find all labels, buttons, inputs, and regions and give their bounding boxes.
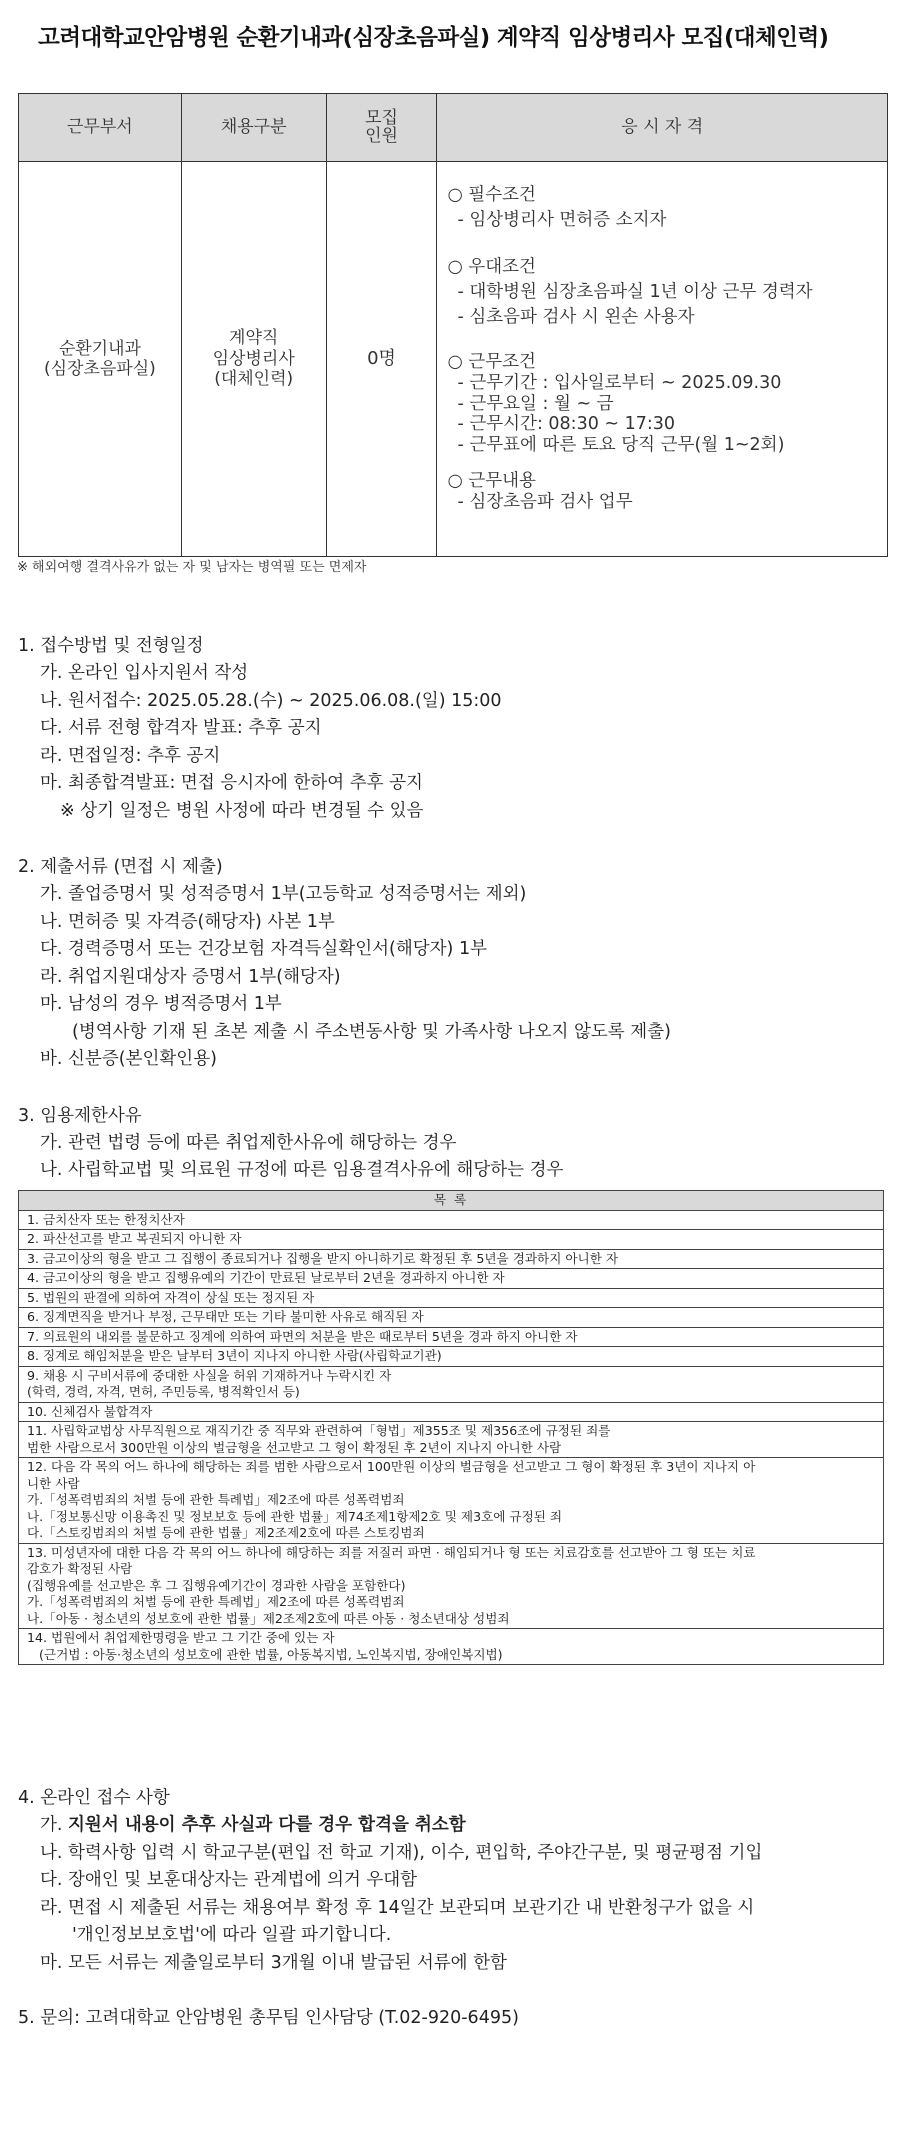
list-item: 가. 온라인 입사지원서 작성 (40, 663, 249, 683)
warning-text: 지원서 내용이 추후 사실과 다를 경우 합격을 취소함 (68, 1815, 466, 1835)
section-online (18, 1784, 888, 1977)
list-cell-line: 5. 법원의 판결에 의하여 자격이 상실 또는 정지된 자 (27, 1289, 315, 1305)
table-row (19, 1366, 884, 1402)
section-contact (18, 2004, 888, 2032)
list-item: 마. 모든 서류는 제출일로부터 3개월 이내 발급된 서류에 한함 (40, 1952, 507, 1973)
section-apply (18, 632, 888, 825)
list-item: 마. 최종합격발표: 면접 응시자에 한하여 추후 공지 (40, 773, 423, 793)
table-row (19, 1288, 884, 1308)
list-cell (19, 1629, 884, 1665)
list-cell-line: 나.「정보통신망 이용촉진 및 정보보호 등에 관한 법률」제74조제1항제2호 및 제3호에 규정된 죄 (27, 1508, 563, 1524)
list-cell-line: 가.「성폭력범죄의 처벌 등에 관한 특례법」제2조에 따른 성폭력범죄 (27, 1492, 405, 1507)
list-cell (19, 1366, 884, 1402)
list-cell-line: 14. 법원에서 취업제한명령을 받고 그 기간 중에 있는 자 (27, 1630, 335, 1645)
list-item: 가. 졸업증명서 및 성적증명서 1부(고등학교 성적증명서는 제외) (40, 884, 527, 904)
header-type: 채용구분 (181, 94, 326, 162)
table-row (19, 1347, 884, 1367)
cell-dept: 순환기내과 (심장초음파실) (19, 162, 182, 557)
list-cell-line: 7. 의료원의 내외를 불문하고 징계에 의하여 파면의 처분을 받은 때로부터 5년을 경과 하지 아니한 자 (27, 1328, 578, 1344)
table-row (19, 1269, 884, 1289)
duties-block: ○ 근무내용 - 심장초음파 검사 업무 (447, 471, 633, 513)
section-title: 1. 접수방법 및 전형일정 (18, 636, 204, 656)
footnote: ※ 해외여행 결격사유가 없는 자 및 남자는 병역필 또는 면제자 (17, 560, 367, 575)
list-item: 나. 원서접수: 2025.05.28.(수) ~ 2025.06.08.(일) 15:00 (40, 690, 502, 711)
list-cell (19, 1543, 884, 1629)
table-row (19, 162, 888, 557)
list-item: 다. 경력증명서 또는 건강보험 자격득실확인서(해당자) 1부 (40, 939, 487, 959)
list-cell-line: (학력, 경력, 자격, 면허, 주민등록, 병적확인서 등) (27, 1384, 300, 1399)
recruitment-table (18, 93, 888, 557)
sections (18, 632, 888, 1185)
list-cell (19, 1402, 884, 1422)
cell-count: 0명 (326, 162, 437, 557)
list-item: 나. 면허증 및 자격증(해당자) 사본 1부 (40, 911, 335, 932)
list-cell-line: (근거법 : 아동·청소년의 성보호에 관한 법률, 아동복지법, 노인복지법, 장애인복지법) (27, 1646, 503, 1662)
list-cell (19, 1422, 884, 1458)
list-cell-line: 1. 금치산자 또는 한정치산자 (27, 1211, 185, 1227)
list-cell (19, 1458, 884, 1544)
table-row (19, 1210, 884, 1230)
list-cell-line: 감호가 확정된 사람 (27, 1561, 133, 1576)
list-cell (19, 1347, 884, 1367)
list-cell-line: 나.「아동 · 청소년의 성보호에 관한 법률」제2조제2호에 따른 아동 · 청소년대상 성범죄 (27, 1610, 510, 1626)
list-cell (19, 1327, 884, 1347)
table-row (19, 1458, 884, 1544)
table-row (19, 1422, 884, 1458)
list-cell-line: 6. 징계면직을 받거나 부정, 근무태만 또는 기타 불미한 사유로 해직된 자 (27, 1309, 424, 1324)
list-cell-line: 10. 신체검사 불합격자 (27, 1403, 153, 1419)
list-item: 마. 남성의 경우 병적증명서 1부 (40, 994, 282, 1014)
list-item: 나. 학력사항 입력 시 학교구분(편입 전 학교 기재), 이수, 편입학, 주야간구분, 및 평균평점 기입 (40, 1842, 763, 1863)
list-cell (19, 1210, 884, 1230)
cell-quals (437, 162, 888, 557)
list-item: 바. 신분증(본인확인용) (40, 1049, 217, 1069)
list-cell-line: 11. 사립학교법상 사무직원으로 재직기간 중 직무와 관련하여「형법」제355조 및 제356조에 규정된 죄를 (27, 1423, 611, 1438)
restriction-list-table (18, 1190, 884, 1665)
preferred-block: ○ 우대조건 - 대학병원 심장초음파실 1년 이상 근무 경력자 - 심초음파 검사 시 왼손 사용자 (447, 256, 813, 328)
schedule-note: ※ 상기 일정은 병원 사정에 따라 변경될 수 있음 (60, 800, 424, 821)
table-row (19, 1249, 884, 1269)
list-item: 가. 지원서 내용이 추후 사실과 다를 경우 합격을 취소함 (40, 1815, 466, 1835)
section-title: 4. 온라인 접수 사항 (18, 1788, 170, 1808)
section-title: 2. 제출서류 (면접 시 제출) (18, 857, 223, 877)
section-title: 3. 임용제한사유 (18, 1105, 142, 1126)
list-cell-line: 8. 징계로 해임처분을 받은 날부터 3년이 지나지 아니한 사람(사립학교기관) (27, 1348, 442, 1363)
list-cell (19, 1249, 884, 1269)
list-item: 다. 장애인 및 보훈대상자는 관계법에 의거 우대함 (40, 1870, 418, 1890)
section-restrictions (18, 1102, 888, 1185)
contact-info: 5. 문의: 고려대학교 안암병원 총무팀 인사담당 (T.02-920-6495) (18, 2008, 519, 2028)
list-cell-line: (집행유예를 선고받은 후 그 집행유예기간이 경과한 사람을 포함한다) (27, 1577, 406, 1593)
list-cell (19, 1230, 884, 1250)
table-header-row (19, 94, 888, 162)
header-count: 모집 인원 (326, 94, 437, 162)
list-cell-line: 3. 금고이상의 형을 받고 그 집행이 종료되거나 집행을 받지 아니하기로 확정된 후 5년을 경과하지 아니한 자 (27, 1250, 619, 1266)
table-row (19, 1308, 884, 1328)
table-row (19, 1327, 884, 1347)
header-quals: 응 시 자 격 (437, 94, 888, 162)
list-cell (19, 1288, 884, 1308)
list-cell (19, 1269, 884, 1289)
list-item: 나. 사립학교법 및 의료원 규정에 따른 임용결격사유에 해당하는 경우 (40, 1160, 564, 1180)
list-item: 라. 면접 시 제출된 서류는 채용여부 확정 후 14일간 보관되며 보관기간 내 반환청구가 없을 시 (40, 1897, 755, 1918)
list-item: 가. 관련 법령 등에 따른 취업제한사유에 해당하는 경우 (40, 1132, 457, 1153)
list-cell-line: 12. 다음 각 목의 어느 하나에 해당하는 죄를 범한 사람으로서 100만원 이상의 벌금형을 선고받고 그 형이 확정된 후 3년이 지나지 아 (27, 1459, 756, 1474)
list-cell-line: 범한 사람으로서 300만원 이상의 벌금형을 선고받고 그 형이 확정된 후 2년이 지나지 아니한 사람 (27, 1439, 562, 1455)
conditions-block: ○ 근무조건 - 근무기간 : 입사일로부터 ~ 2025.09.30 - 근무요일 : 월 ~ 금 - 근무시간: 08:30 ~ 17:30 - 근무표에 따른 토요 당직 근무(월 1~2회) (447, 351, 785, 455)
table-row (19, 1543, 884, 1629)
list-item: 다. 서류 전형 합격자 발표: 추후 공지 (40, 718, 322, 738)
sections-bottom (18, 1784, 888, 2032)
table-row (19, 1230, 884, 1250)
list-cell-line: 니한 사람 (27, 1475, 80, 1491)
list-header: 목 록 (19, 1191, 884, 1211)
header-dept: 근무부서 (19, 94, 182, 162)
list-cell-line: 다.「스토킹범죄의 처벌 등에 관한 법률」제2조제2호에 따른 스토킹범죄 (27, 1525, 425, 1540)
list-cell-line: 9. 채용 시 구비서류에 중대한 사실을 허위 기재하거나 누락시킨 자 (27, 1367, 392, 1383)
list-cell-line: 4. 금고이상의 형을 받고 집행유예의 기간이 만료된 날로부터 2년을 경과하지 아니한 자 (27, 1270, 505, 1285)
list-item: 라. 면접일정: 추후 공지 (40, 745, 221, 766)
list-cell-line: 2. 파산선고를 받고 복권되지 아니한 자 (27, 1231, 242, 1246)
list-cell-line: 가.「성폭력범죄의 처벌 등에 관한 특례법」제2조에 따른 성폭력범죄 (27, 1594, 405, 1609)
required-block: ○ 필수조건 - 임상병리사 면허증 소지자 (447, 185, 667, 230)
list-item-sub: (병역사항 기재 된 초본 제출 시 주소변동사항 및 가족사항 나오지 않도록 제출) (72, 1021, 671, 1042)
table-row (19, 1402, 884, 1422)
cell-type: 계약직 임상병리사 (대체인력) (181, 162, 326, 557)
table-row (19, 1629, 884, 1665)
section-documents (18, 853, 888, 1074)
list-cell (19, 1308, 884, 1328)
list-cell-line: 13. 미성년자에 대한 다음 각 목의 어느 하나에 해당하는 죄를 저질러 파면 · 해임되거나 형 또는 치료감호를 선고받아 그 형 또는 치료 (27, 1544, 756, 1560)
list-item-sub: '개인정보보호법'에 따라 일괄 파기합니다. (72, 1925, 392, 1945)
list-item: 라. 취업지원대상자 증명서 1부(해당자) (40, 966, 341, 987)
page-title: 고려대학교안암병원 순환기내과(심장초음파실) 계약직 임상병리사 모집(대체인력) (38, 25, 829, 51)
